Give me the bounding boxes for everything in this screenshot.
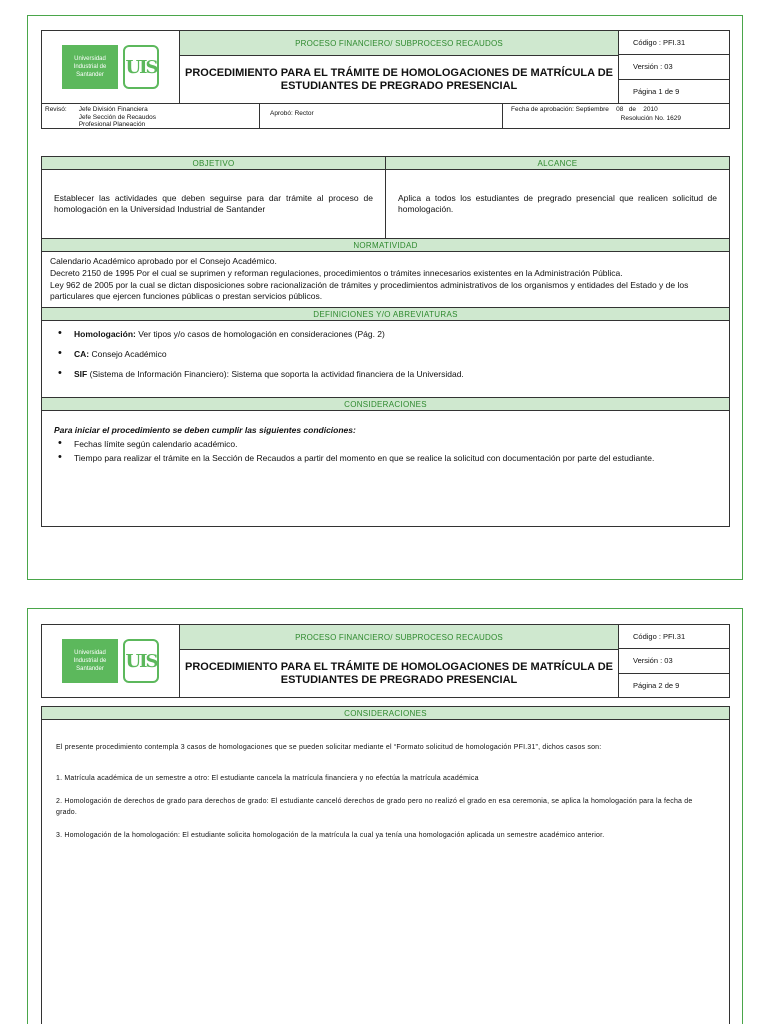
norm-item: Calendario Académico aprobado por el Consejo Académico. <box>50 256 277 266</box>
definiciones-heading: DEFINICIONES Y/O ABREVIATURAS <box>42 308 729 321</box>
approved-by: Aprobó: Rector <box>260 104 503 128</box>
process-label: PROCESO FINANCIERO/ SUBPROCESO RECAUDOS <box>180 31 618 56</box>
process-label: PROCESO FINANCIERO/ SUBPROCESO RECAUDOS <box>180 625 618 650</box>
normatividad-section <box>42 251 729 308</box>
definition-text: Ver tipos y/o casos de homologación en consideraciones (Pág. 2) <box>135 329 385 339</box>
case-item: 1. Matrícula académica de un semestre a otro: El estudiante cancela la matrícula financiera y no efectúa la matrícula académica <box>56 775 479 782</box>
university-logo <box>42 625 180 697</box>
consideraciones-heading: CONSIDERACIONES <box>42 707 729 720</box>
university-logo <box>42 31 180 103</box>
consideraciones-lead: Para iniciar el procedimiento se deben cumplir las siguientes condiciones: <box>54 425 356 435</box>
resolution-number: Resolución No. 1629 <box>620 114 681 122</box>
consideraciones-heading: CONSIDERACIONES <box>42 398 729 411</box>
consideraciones-section <box>42 411 729 526</box>
reviewer-2: Jefe Sección de Recaudos <box>78 113 157 121</box>
approval-row <box>42 103 729 128</box>
document-page-1 <box>27 15 743 580</box>
definition-term: SIF <box>74 369 88 379</box>
page-header <box>41 624 730 698</box>
document-title: PROCEDIMIENTO PARA EL TRÁMITE DE HOMOLOGACIONES DE MATRÍCULA DE ESTUDIANTES DE PREGRADO PRESENCIAL <box>185 660 613 686</box>
case-item: 2. Homologación de derechos de grado para derechos de grado: El estudiante canceló derechos de grado pero no realizó el grado en esa ceremonia, se aplica la homologación para la fecha de grado. <box>56 798 693 816</box>
university-name-logo: Universidad Industrial de Santander <box>62 639 118 683</box>
document-code: Código : PFI.31 <box>619 31 729 55</box>
approval-date: Fecha de aprobación: Septiembre 08 de 2010 <box>511 106 658 113</box>
document-version: Versión : 03 <box>619 55 729 79</box>
page-number: Página 2 de 9 <box>633 680 680 690</box>
content-table <box>41 156 730 527</box>
document-version: Versión : 03 <box>619 649 729 673</box>
definition-text: Consejo Académico <box>89 349 167 359</box>
norm-item: Decreto 2150 de 1995 Por el cual se suprimen y reforman regulaciones, procedimientos o trámites innecesarios existentes en la Administración Pública. <box>50 268 623 278</box>
university-name-logo: Universidad Industrial de Santander <box>62 45 118 89</box>
definition-item <box>54 349 717 360</box>
definition-term: CA: <box>74 349 90 359</box>
document-title: PROCEDIMIENTO PARA EL TRÁMITE DE HOMOLOGACIONES DE MATRÍCULA DE ESTUDIANTES DE PREGRADO PRESENCIAL <box>185 66 613 92</box>
norm-item: Ley 962 de 2005 por la cual se dictan disposiciones sobre racionalización de trámites y procedimientos administrativos de los organismos y entidades del Estado y de los particulares que ejercen funciones públicas o prestan servicios públicos. <box>50 280 689 301</box>
reviso-label: Revisó: <box>45 106 67 113</box>
document-code: Código : PFI.31 <box>619 625 729 649</box>
consideraciones-intro: El presente procedimiento contempla 3 casos de homologaciones que se pueden solicitar mediante el “Formato solicitud de homologación PFI.31”, dichos casos son: <box>56 744 602 751</box>
consideracion-item: • Fechas límite según calendario académico. <box>54 439 717 450</box>
uis-seal-icon: UIS <box>123 639 159 683</box>
normatividad-heading: NORMATIVIDAD <box>42 238 729 251</box>
objetivo-text: Establecer las actividades que deben seguirse para dar trámite al proceso de homologación en la Universidad Industrial de Santander <box>42 170 386 238</box>
definitions-list <box>42 321 729 398</box>
content-table <box>41 706 730 1024</box>
definition-term: Homologación: <box>74 329 136 339</box>
alcance-heading: ALCANCE <box>386 157 729 170</box>
objetivo-heading: OBJETIVO <box>42 157 385 170</box>
consideracion-item: • Tiempo para realizar el trámite en la Sección de Recaudos a partir del momento en que se realice la solicitud con documentación por parte del estudiante. <box>54 453 717 464</box>
uis-seal-icon: UIS <box>123 45 159 89</box>
reviewer-1: Jefe División Financiera <box>78 106 148 113</box>
alcance-text: Aplica a todos los estudiantes de pregrado presencial que realicen solicitud de homologación. <box>398 193 717 214</box>
document-page-2 <box>27 608 743 1024</box>
definition-item <box>54 369 717 380</box>
definition-text: (Sistema de Información Financiero): Sistema que soporta la actividad financiera de la Universidad. <box>87 369 464 379</box>
case-item: 3. Homologación de la homologación: El estudiante solicita homologación de la matrícula la cual ya tenía una homologación aplicada un semestre académico anterior. <box>56 832 605 839</box>
reviewer-3: Profesional Planeación <box>78 121 146 128</box>
page-number: Página 1 de 9 <box>633 86 680 96</box>
page-header <box>41 30 730 129</box>
definition-item <box>54 329 717 340</box>
